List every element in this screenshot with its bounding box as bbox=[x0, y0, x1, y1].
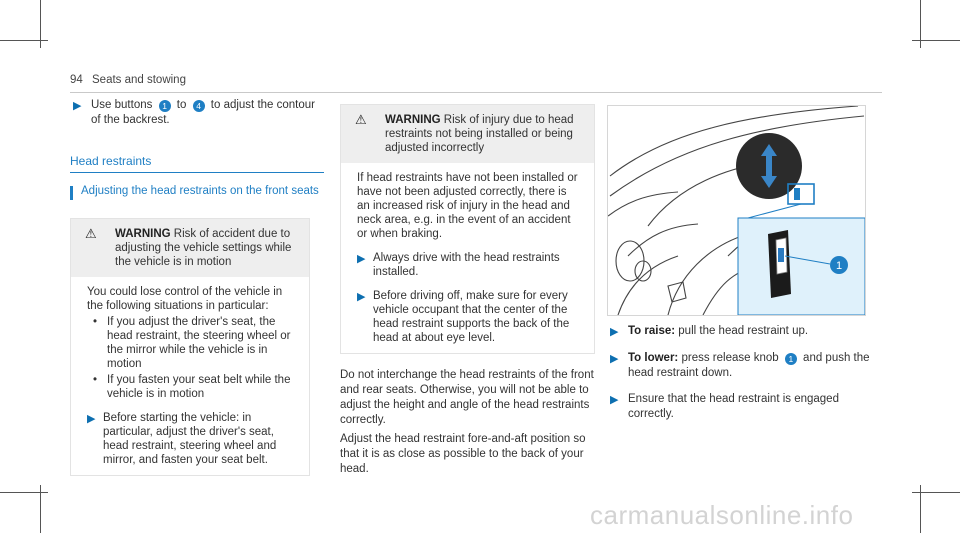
column-middle bbox=[340, 104, 595, 477]
svg-text:1: 1 bbox=[835, 260, 843, 272]
warning-headline: Risk of accident due to adjusting the vehicle settings while the vehicle is in motion bbox=[115, 228, 292, 268]
seat-illustration bbox=[608, 106, 865, 315]
warning-box bbox=[70, 218, 310, 476]
head-restraint-figure bbox=[607, 105, 866, 316]
page-number: 94 bbox=[70, 74, 83, 86]
section-heading: Head restraints bbox=[70, 154, 324, 173]
warning-header bbox=[341, 105, 594, 163]
step-arrow-icon: ▶ bbox=[357, 253, 366, 265]
warning-label: WARNING bbox=[115, 228, 171, 240]
paragraph: Do not interchange the head restraints of the front and rear seats. Otherwise, you will not be able to adjust the height and angle of the head restraints correctly. bbox=[340, 369, 594, 426]
warning-label: WARNING bbox=[385, 114, 441, 126]
bullet-icon: • bbox=[93, 374, 98, 386]
warning-triangle-icon: ⚠ bbox=[85, 226, 97, 241]
callout-badge: 4 bbox=[193, 100, 205, 112]
step-label: To lower: bbox=[628, 352, 679, 364]
page-header bbox=[70, 74, 186, 86]
bullet-icon: • bbox=[93, 316, 98, 328]
warning-header bbox=[71, 219, 309, 277]
step-arrow-icon: ▶ bbox=[87, 413, 96, 425]
subsection-bar bbox=[70, 186, 73, 200]
step-ensure: ▶ Ensure that the head restraint is engaged correctly. bbox=[607, 392, 877, 422]
step-raise: ▶ To raise: pull the head restraint up. bbox=[607, 324, 877, 340]
warning-step: ▶ Before starting the vehicle: in particular, adjust the driver's seat, head restraint, steering wheel and mirror, and fasten your seat belt. bbox=[87, 412, 277, 466]
step-label: To raise: bbox=[628, 325, 676, 337]
header-divider bbox=[70, 92, 882, 93]
warning-step: ▶ Always drive with the head restraints installed. bbox=[357, 252, 560, 278]
step-arrow-icon: ▶ bbox=[610, 394, 619, 406]
crop-mark bbox=[912, 40, 960, 41]
callout-badge: 1 bbox=[785, 353, 797, 365]
crop-mark bbox=[912, 492, 960, 493]
warning-bullet: • If you adjust the driver's seat, the head restraint, the steering wheel or the mirror while the vehicle is in motion bbox=[87, 315, 297, 371]
step-arrow-icon: ▶ bbox=[73, 100, 82, 112]
paragraph: Adjust the head restraint fore-and-aft position so that it is as close as possible to the back of your head. bbox=[340, 433, 586, 475]
step-arrow-icon: ▶ bbox=[357, 291, 366, 303]
crop-mark bbox=[0, 40, 48, 41]
step-arrow-icon: ▶ bbox=[610, 353, 619, 365]
warning-bullet: • If you fasten your seat belt while the vehicle is in motion bbox=[87, 373, 297, 401]
step-arrow-icon: ▶ bbox=[610, 326, 619, 338]
column-right bbox=[607, 324, 877, 436]
warning-box bbox=[340, 104, 595, 354]
crop-mark bbox=[0, 492, 48, 493]
warning-step: ▶ Before driving off, make sure for every vehicle occupant that the center of the head restraint supports the back of the head at about eye level. bbox=[357, 290, 570, 344]
warning-triangle-icon: ⚠ bbox=[355, 112, 367, 127]
warning-intro: If head restraints have not been installed or have not been adjusted correctly, there is an increased risk of injury in the head and neck area, e.g. in the event of an accident or when braking. bbox=[357, 172, 578, 240]
step-text: Use buttons 1 to 4 to adjust the contour of the backrest. bbox=[91, 99, 315, 126]
warning-body bbox=[341, 163, 594, 353]
column-left bbox=[70, 98, 324, 476]
page-title: Seats and stowing bbox=[92, 74, 186, 86]
warning-headline: Risk of injury due to head restraints not being installed or being adjusted incorrectly bbox=[385, 114, 574, 154]
step-adjust-contour bbox=[70, 98, 324, 128]
step-lower: ▶ To lower: press release knob 1 and push the head restraint down. bbox=[607, 351, 877, 381]
watermark: carmanualsonline.info bbox=[590, 500, 854, 530]
callout-badge: 1 bbox=[159, 100, 171, 112]
warning-body bbox=[71, 277, 309, 475]
warning-intro: You could lose control of the vehicle in the following situations in particular: bbox=[87, 286, 283, 312]
subsection-heading: Adjusting the head restraints on the front seats bbox=[70, 185, 324, 200]
